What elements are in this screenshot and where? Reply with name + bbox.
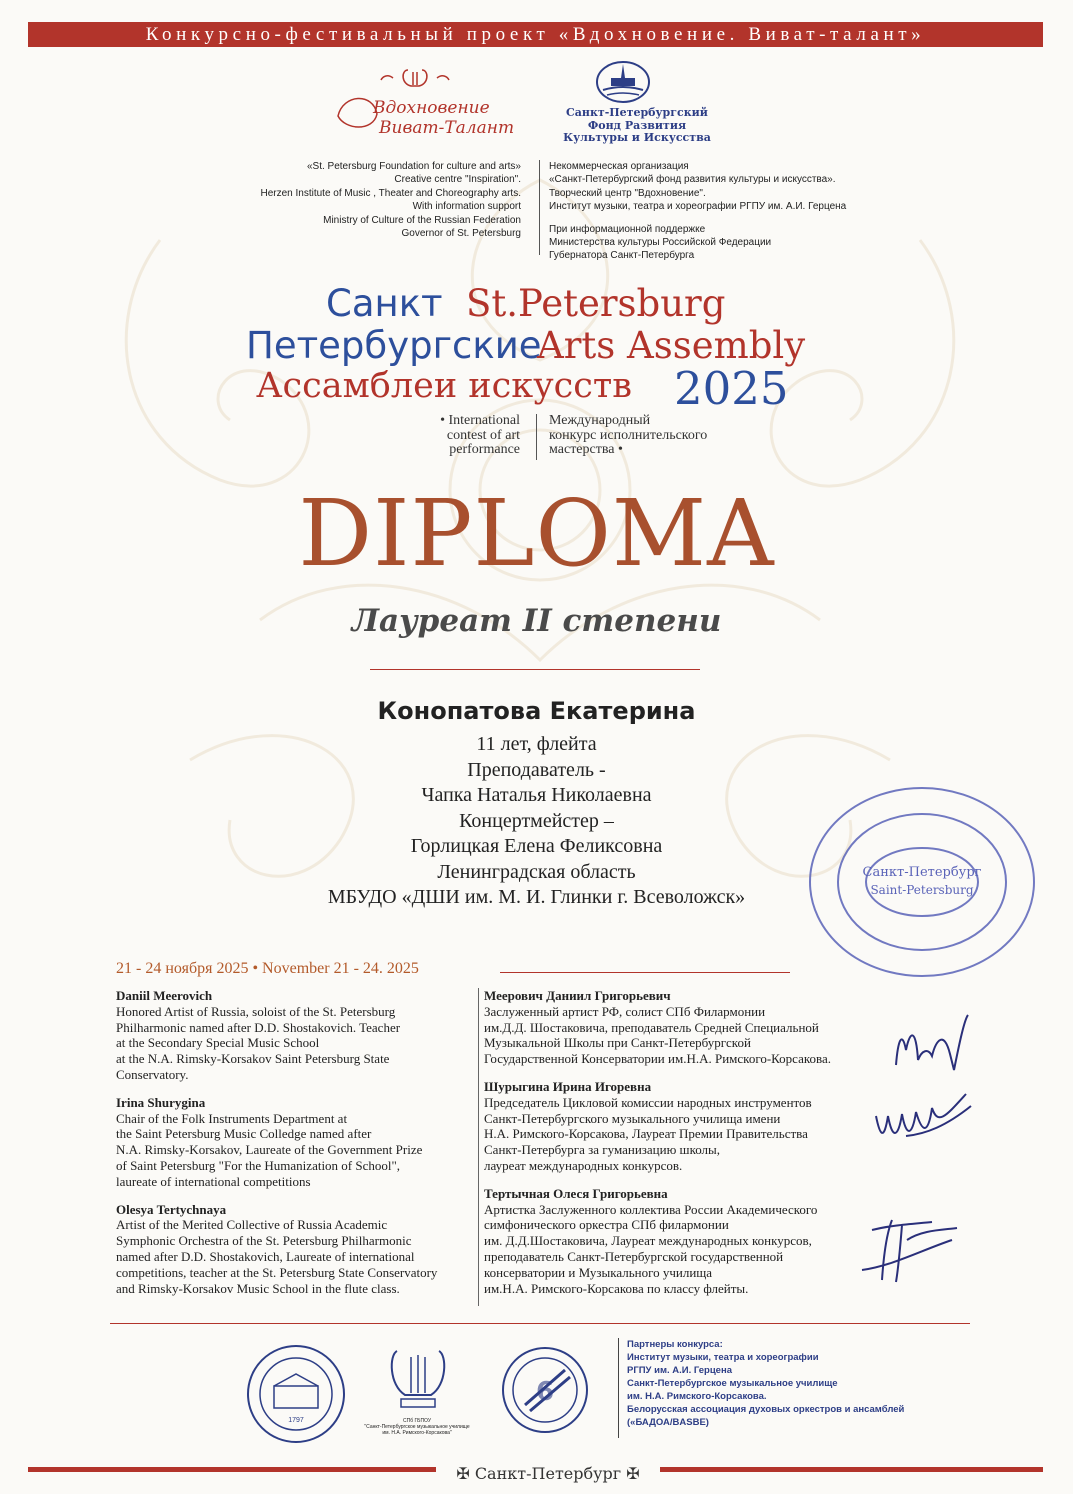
jury-member-line: симфонического оркестра СПб филармонии: [484, 1217, 729, 1233]
jury-member-line: and Rimsky-Korsakov Music School in the flute class.: [116, 1280, 400, 1296]
jury-member-line: competitions, teacher at the St. Petersburg State Conservatory: [116, 1264, 438, 1280]
jury-divider: [478, 988, 479, 1306]
partner-line: Институт музыки, театра и хореографии: [627, 1352, 819, 1363]
dates-divider: [500, 972, 790, 973]
jury-member-line: Conservatory.: [116, 1066, 189, 1082]
event-year: 2025: [674, 362, 789, 415]
jury-member: [484, 988, 874, 1067]
jury-member-name: Шурыгина Ирина Игоревна: [484, 1078, 652, 1094]
jury-member-line: Chair of the Folk Instruments Department at: [116, 1110, 348, 1126]
event-title-ru-line2: Петербургские: [246, 324, 542, 367]
partner-line: Санкт-Петербургское музыкальное училище: [627, 1378, 838, 1389]
jury-member-line: Государственной Консерватории им.Н.А. Римского-Корсакова.: [484, 1051, 832, 1067]
fund-emblem-icon: [555, 58, 715, 108]
diploma-heading: DIPLOMA: [298, 480, 775, 587]
jury-member-line: им. Д.Д.Шостаковича, Лауреат международных конкурсов,: [484, 1233, 812, 1249]
subtitle-line: performance: [449, 442, 520, 457]
subtitle-line: конкурс исполнительского: [549, 427, 708, 443]
recipient-detail-line: 11 лет, флейта: [476, 733, 597, 755]
partner-line: («БАДОА/BASBE): [627, 1417, 709, 1428]
footer-city-label: Санкт-Петербург: [474, 1464, 622, 1483]
organizer-line: «St. Petersburg Foundation for culture and arts»: [306, 161, 521, 172]
jury-member-line: at the Secondary Special Music School: [116, 1035, 320, 1051]
jury-member-line: Honored Artist of Russia, soloist of the St. Petersburg: [116, 1003, 396, 1019]
signature-meerovich: [888, 1010, 978, 1080]
jury-member: [116, 1095, 481, 1190]
organizer-line: Creative centre "Inspiration".: [394, 174, 521, 186]
herzen-logo-year: 1797: [288, 1417, 304, 1424]
jury-member-name: Olesya Tertychnaya: [116, 1201, 227, 1217]
partners-list: [627, 1338, 907, 1429]
jury-member-line: им.Д.Д. Шостаковича, преподаватель Средней Специальной: [484, 1019, 819, 1035]
event-title-en-line1: St.Petersburg: [466, 282, 726, 325]
jury-member-line: the Saint Petersburg Music Colledge named after: [116, 1126, 372, 1142]
subtitle-line: contest of art: [446, 427, 520, 443]
recipient-detail-line: Концертмейстер –: [459, 809, 614, 832]
recipient-detail-line: Чапка Наталья Николаевна: [421, 784, 652, 806]
jury-member-line: лауреат международных конкурсов.: [484, 1157, 683, 1173]
organizers-divider: [539, 160, 540, 255]
partner-line: Партнеры конкурса:: [627, 1339, 723, 1350]
fund-name-line: Фонд Развития: [587, 118, 687, 132]
jury-member: [484, 1186, 874, 1297]
ornament-icon: ✠: [626, 1464, 640, 1483]
jury-english: [116, 988, 481, 1308]
recipient-detail-line: Ленинградская область: [437, 860, 636, 883]
organizer-line: Governor of St. Petersburg: [401, 228, 521, 240]
subtitle-line: Международный: [549, 413, 651, 428]
jury-member-line: Председатель Цикловой комиссии народных инструментов: [484, 1094, 812, 1110]
project-banner: Конкурсно-фестивальный проект «Вдохновение. Виват-талант»: [28, 22, 1043, 47]
organizer-line: Министерства культуры Российской Федерации: [549, 237, 772, 249]
association-logo-number: 6: [535, 1377, 555, 1407]
organizer-line: Институт музыки, театра и хореографии РГПУ им. А.И. Герцена: [549, 201, 847, 213]
jury-member-line: named after D.D. Shostakovich, Laureate of international: [116, 1248, 415, 1264]
jury-member-line: консерватории и Музыкального училища: [484, 1264, 713, 1280]
music-college-logo: [385, 1345, 451, 1415]
jury-member-name: Меерович Даниил Григорьевич: [484, 988, 671, 1003]
organizers-russian: [549, 160, 869, 263]
jury-member-name: Irina Shurygina: [116, 1094, 206, 1110]
herzen-university-logo: [244, 1342, 348, 1446]
recipient-detail-line: Преподаватель -: [467, 758, 606, 781]
jury-member-line: laureate of international competitions: [116, 1173, 311, 1189]
award-degree: Лауреат II степени: [351, 603, 722, 639]
caption-line: СПб ГБПОУ: [403, 1418, 431, 1424]
footer-city: [436, 1461, 660, 1487]
jury-member-line: N.A. Rimsky-Korsakov, Laureate of the Government Prize: [116, 1142, 423, 1158]
jury-member: [116, 1202, 481, 1297]
organizer-line: Губернатора Санкт-Петербурга: [549, 250, 695, 262]
recipient-detail-line: МБУДО «ДШИ им. М. И. Глинки г. Всеволожск»: [327, 886, 746, 908]
footer-divider: [110, 1323, 970, 1324]
fund-name: [562, 107, 712, 145]
ornament-icon: ✠: [456, 1464, 470, 1483]
stamp-city-ru: Санкт-Петербург: [862, 865, 982, 880]
jury-russian: [484, 988, 874, 1308]
jury-member-line: Н.А. Римского-Корсакова, Лауреат Премии Правительства: [484, 1126, 808, 1142]
event-title-ru-line3: Ассамблеи искусств: [256, 366, 632, 406]
organizer-line: Творческий центр "Вдохновение".: [549, 187, 706, 199]
organizer-line: With information support: [412, 201, 521, 213]
recipient-detail-line: Горлицкая Елена Феликсовна: [410, 835, 663, 857]
organizer-line: Herzen Institute of Music , Theater and Choreography arts.: [260, 187, 521, 199]
contest-subtitle-en: [380, 414, 520, 458]
jury-member-line: Artist of the Merited Collective of Russia Academic: [116, 1217, 388, 1233]
caption-line: "Санкт-Петербургское музыкальное училище: [364, 1424, 470, 1430]
organizers-english: [238, 160, 521, 240]
contest-subtitle-ru: [549, 414, 749, 458]
subtitle-divider: [536, 414, 537, 460]
music-college-caption: [358, 1418, 476, 1436]
partners-divider: [618, 1338, 619, 1438]
stamp-city-en: Saint-Petersburg: [870, 883, 974, 897]
organizer-line: При информационной поддержке: [549, 223, 706, 235]
wind-orchestra-association-logo: [500, 1345, 590, 1435]
organizer-line: «Санкт-Петербургский фонд развития культуры и искусства».: [549, 174, 836, 186]
jury-member-line: Symphonic Orchestra of the St. Petersburg Philharmonic: [116, 1233, 412, 1249]
jury-member-line: at the N.A. Rimsky-Korsakov Saint Petersburg State: [116, 1051, 390, 1067]
partner-line: им. Н.А. Римского-Корсакова.: [627, 1391, 767, 1402]
jury-member-line: Санкт-Петербургского музыкального училища имени: [484, 1110, 781, 1126]
jury-member-line: Санкт-Петербурга за гуманизацию школы,: [484, 1142, 721, 1158]
subtitle-line: • International: [440, 413, 520, 428]
jury-member-line: Артистка Заслуженного коллектива России Академического: [484, 1201, 818, 1217]
heading-divider: [370, 669, 700, 670]
signature-tertychnaya: [852, 1200, 962, 1290]
event-title-ru-line1: Санкт: [326, 282, 443, 325]
official-stamp: [806, 784, 1038, 979]
signature-shurygina: [866, 1086, 976, 1156]
vivat-logo-line1: Вдохновение: [373, 98, 490, 118]
vivat-logo-line2: Виват-Талант: [379, 118, 515, 138]
jury-member-line: им.Н.А. Римского-Корсакова по классу флейты.: [484, 1280, 749, 1296]
organizer-line: Некоммерческая организация: [549, 161, 689, 172]
subtitle-line: мастерства •: [549, 442, 623, 457]
event-title-en-line2: Arts Assembly: [537, 324, 806, 367]
jury-member-line: Музыкальной Школы при Санкт-Петербургской: [484, 1035, 751, 1051]
caption-line: им. Н.А. Римского-Корсакова": [382, 1430, 452, 1436]
event-dates: 21 - 24 ноября 2025 • November 21 - 24. 2025: [116, 960, 419, 977]
jury-member-line: Заслуженный артист РФ, солист СПб Филармонии: [484, 1003, 766, 1019]
partner-line: Белорусская ассоциация духовых оркестров и ансамблей: [627, 1404, 905, 1415]
fund-name-line: Санкт-Петербургский: [566, 106, 708, 119]
partner-line: РГПУ им. А.И. Герцена: [627, 1365, 732, 1376]
jury-member-name: Тертычная Олеся Григорьевна: [484, 1185, 668, 1201]
recipient-name: Конопатова Екатерина: [377, 697, 696, 725]
fund-name-line: Культуры и Искусства: [563, 131, 711, 144]
jury-member: [116, 988, 481, 1083]
jury-member-line: преподаватель Санкт-Петербургской государственной: [484, 1248, 784, 1264]
organizer-line: Ministry of Culture of the Russian Federation: [323, 214, 521, 226]
jury-member-name: Daniil Meerovich: [116, 988, 213, 1003]
vivat-logo: [333, 64, 538, 139]
jury-member: [484, 1079, 874, 1174]
jury-member-line: of Saint Petersburg "For the Humanization of School",: [116, 1157, 401, 1173]
jury-member-line: Philharmonic named after D.D. Shostakovich. Teacher: [116, 1019, 401, 1035]
